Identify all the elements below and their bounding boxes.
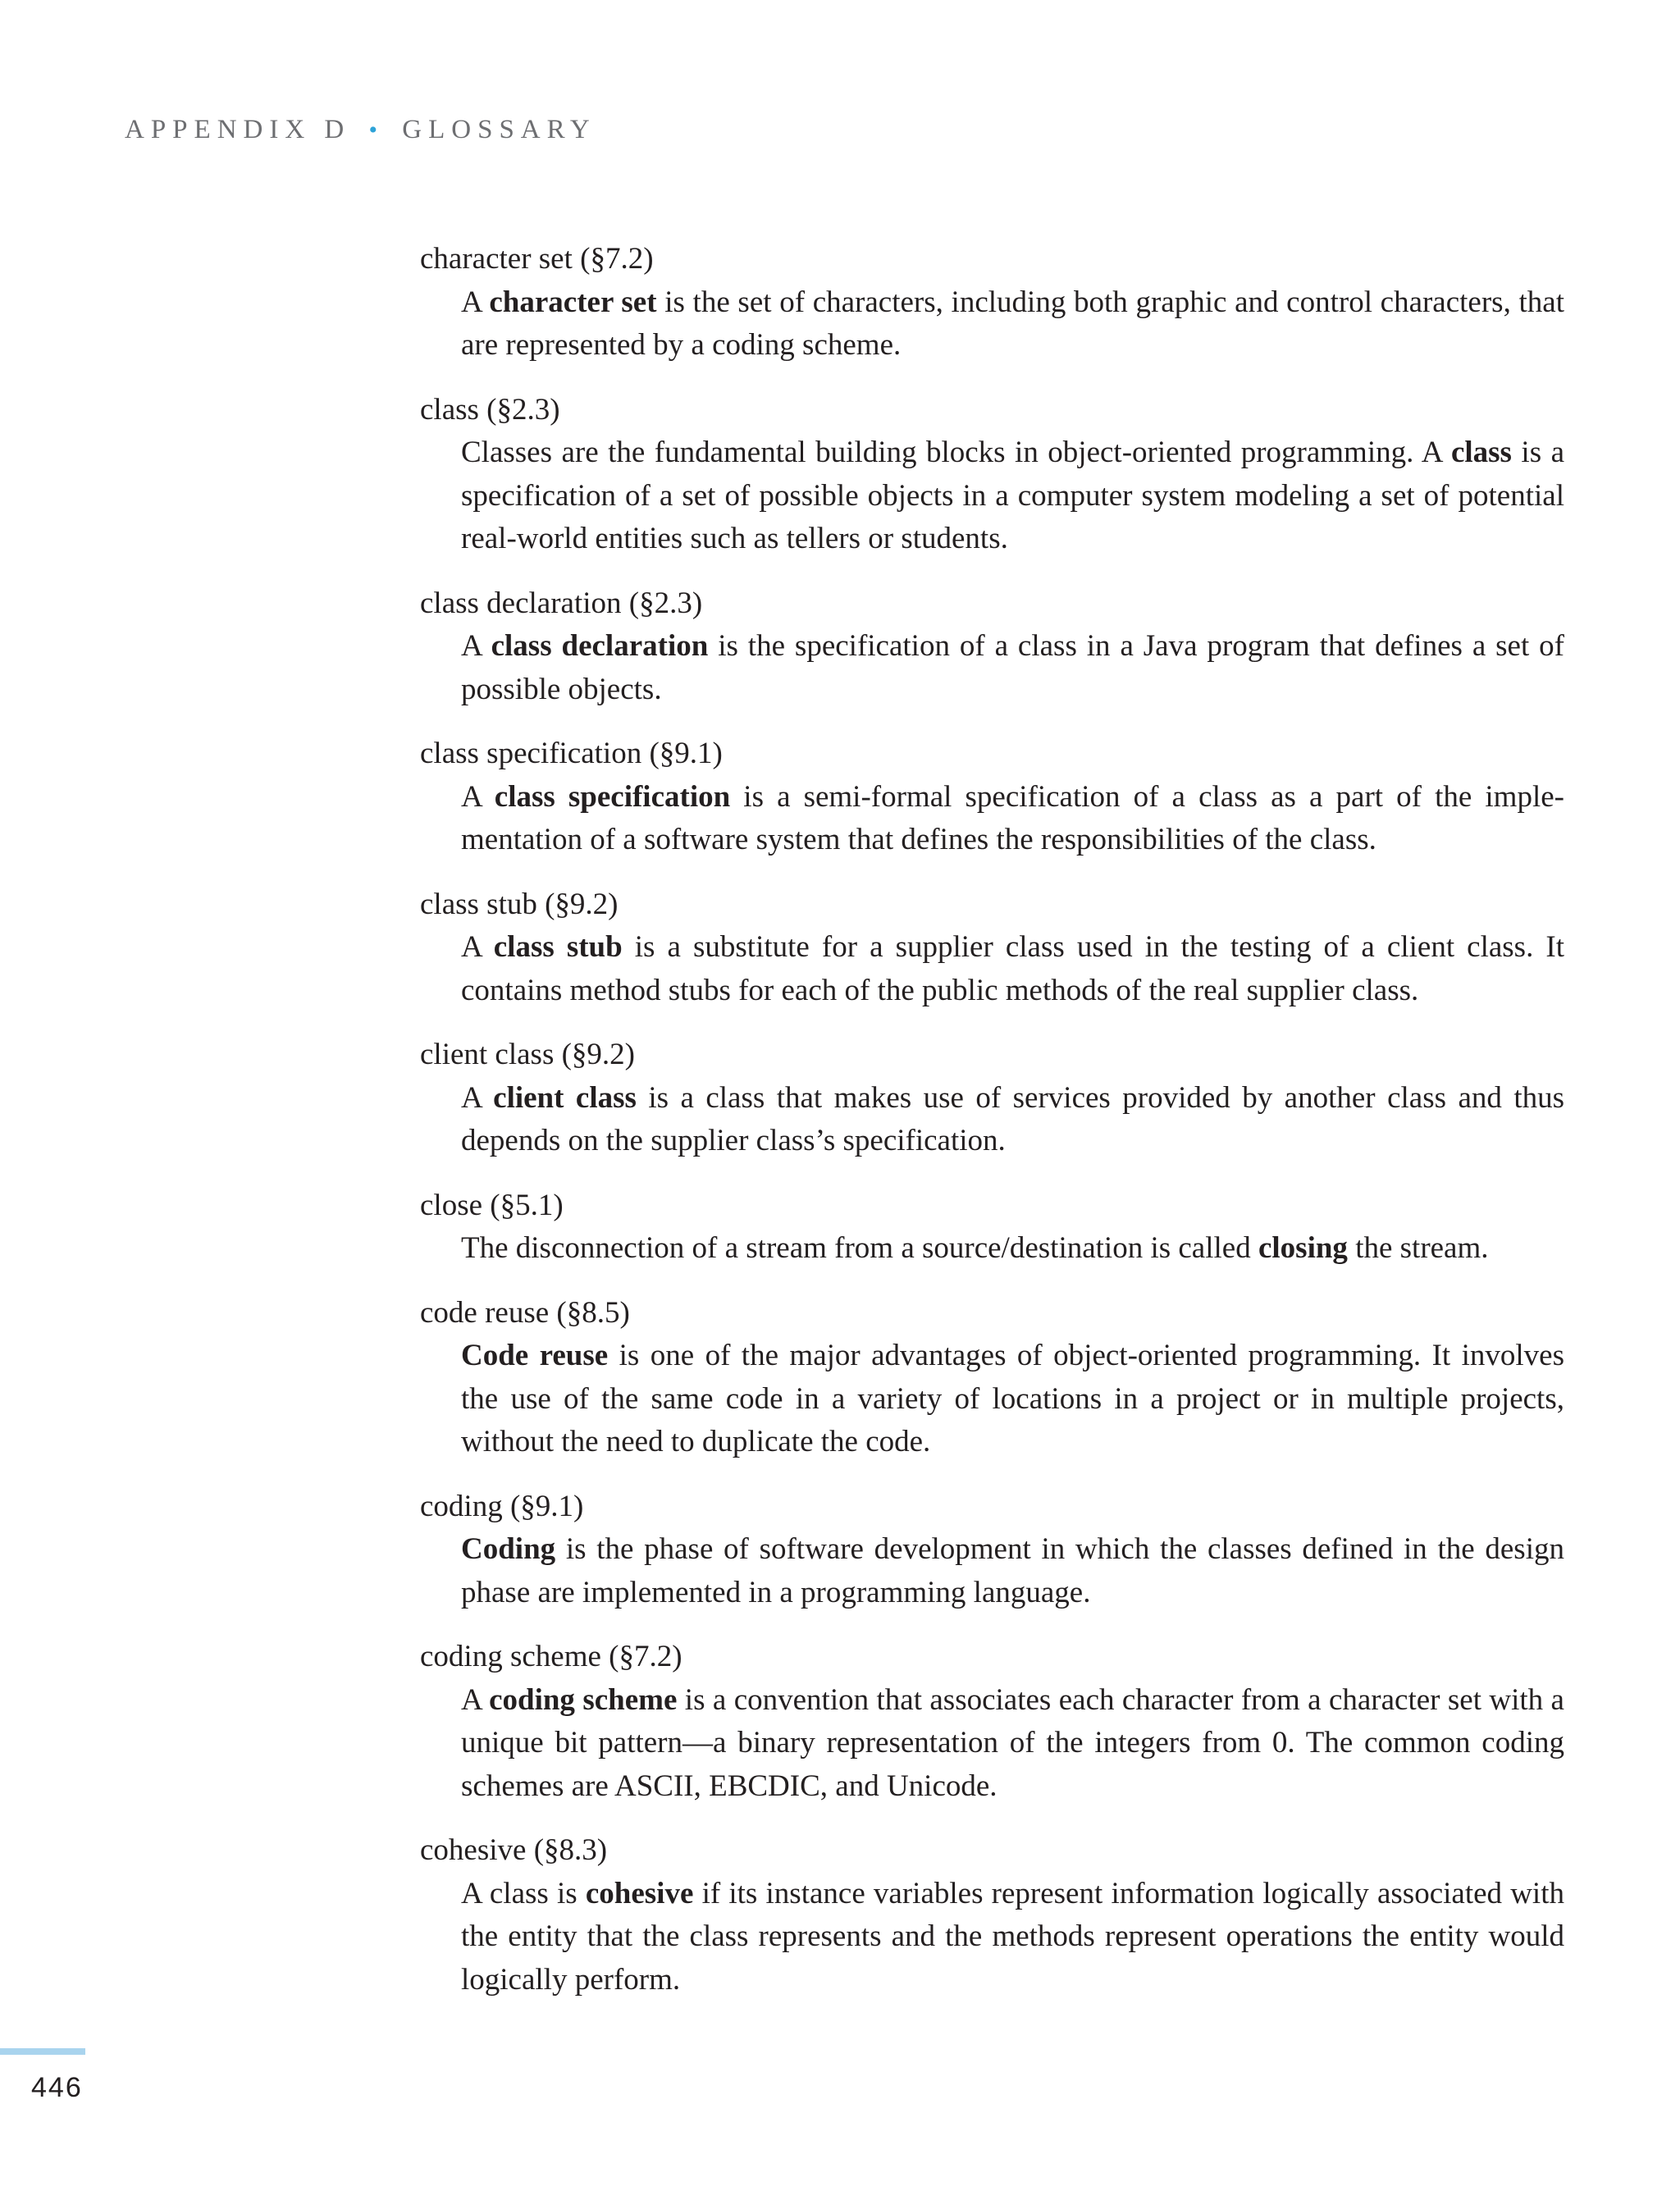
defined-term-bold: class: [1450, 436, 1512, 469]
defined-term-bold: Code reuse: [461, 1339, 609, 1372]
glossary-term: coding scheme (§7.2): [420, 1640, 682, 1673]
definition-text: is one of the major advantages of object-oriented programming. It involves the use of the same code in a variety of locations in a project or in multiple projects, without the need to duplicate the code.: [461, 1339, 1564, 1458]
glossary-entry: [420, 1829, 1564, 2001]
defined-term-bold: client class: [493, 1080, 637, 1115]
glossary-term: code reuse (§8.5): [420, 1295, 630, 1330]
definition-text: the stream.: [1347, 1231, 1489, 1265]
page-number: 446: [31, 2072, 83, 2103]
glossary-entry: [420, 1034, 1564, 1163]
folio-accent-bar: [0, 2048, 85, 2055]
glossary-term: close (§5.1): [420, 1188, 564, 1222]
glossary-definition: [461, 1077, 1564, 1163]
glossary-term: client class (§9.2): [420, 1038, 635, 1071]
glossary-term: class stub (§9.2): [420, 887, 619, 921]
running-head-bullet: •: [368, 116, 385, 144]
glossary-definition: [461, 1227, 1564, 1271]
defined-term-bold: Coding: [461, 1532, 556, 1566]
running-head: [125, 112, 596, 148]
glossary-term: class declaration (§2.3): [420, 586, 703, 620]
glossary-entries: [420, 238, 1564, 2023]
defined-term-bold: class specification: [494, 779, 731, 814]
definition-text: is a specification of a set of possible objects in a computer system modeling a set of potential real-world entities such as tellers or students.: [461, 436, 1564, 555]
glossary-entry: [420, 389, 1564, 561]
definition-text: A: [461, 1080, 494, 1115]
definition-text: A: [461, 779, 495, 814]
glossary-term: character set (§7.2): [420, 242, 654, 276]
glossary-definition: [461, 431, 1564, 561]
definition-text: A: [461, 629, 491, 663]
definition-text: A class is: [461, 1876, 586, 1910]
running-head-appendix: APPENDIX D: [125, 115, 351, 144]
glossary-definition: [461, 281, 1564, 367]
defined-term-bold: cohesive: [585, 1876, 694, 1910]
running-head-section: GLOSSARY: [402, 115, 596, 144]
glossary-definition: [461, 1335, 1564, 1464]
glossary-entry: [420, 1292, 1564, 1464]
glossary-definition: [461, 1873, 1564, 2002]
definition-text: is a convention that associates each character from a character set with a unique bit pattern—a binary representation of the integers from 0. The common coding schemes are ASCII, EBCDIC, and Unicode.: [461, 1682, 1564, 1803]
glossary-entry: [420, 1486, 1564, 1615]
definition-text: A: [461, 1682, 490, 1717]
definition-text: Classes are the fundamental building blocks in object-oriented programming. A: [461, 436, 1451, 469]
definition-text: is the phase of software development in which the classes defined in the design phase are implemented in a programming language.: [461, 1532, 1564, 1609]
glossary-term: cohesive (§8.3): [420, 1833, 608, 1867]
glossary-definition: [461, 1679, 1564, 1809]
definition-text: is a semi-formal specification of a class as a part of the implementation of a software system that defines the responsibilities of the class.: [461, 779, 1564, 856]
definition-text: A: [461, 930, 494, 964]
glossary-term: class specification (§9.1): [420, 737, 723, 770]
definition-text: is a class that makes use of services provided by another class and thus depends on the supplier class’s specification.: [461, 1080, 1564, 1157]
glossary-entry: [420, 1636, 1564, 1808]
defined-term-bold: character set: [489, 285, 657, 319]
glossary-entry: [420, 733, 1564, 862]
defined-term-bold: class declaration: [491, 629, 709, 663]
defined-term-bold: coding scheme: [489, 1682, 678, 1717]
defined-term-bold: class stub: [493, 930, 623, 964]
definition-text: if its instance variables represent information logically associated with the entity that the class represents and the methods represent operations the entity would logically perform.: [461, 1876, 1564, 1997]
glossary-entry: [420, 883, 1564, 1013]
glossary-entry: [420, 238, 1564, 367]
glossary-entry: [420, 582, 1564, 712]
glossary-definition: [461, 926, 1564, 1012]
glossary-term: class (§2.3): [420, 392, 560, 427]
glossary-entry: [420, 1184, 1564, 1271]
glossary-definition: [461, 625, 1564, 711]
defined-term-bold: closing: [1258, 1231, 1348, 1265]
definition-text: is a substitute for a supplier class used in the testing of a client class. It contains method stubs for each of the public methods of the real supplier class.: [461, 930, 1564, 1007]
definition-text: is the specification of a class in a Java program that defines a set of possible objects.: [461, 629, 1564, 706]
definition-text: A: [461, 285, 490, 319]
definition-text: is the set of characters, including both graphic and control characters, that are represented by a coding scheme.: [461, 285, 1564, 362]
glossary-definition: [461, 1528, 1564, 1614]
glossary-term: coding (§9.1): [420, 1489, 584, 1523]
definition-text: The disconnection of a stream from a source/destination is called: [461, 1231, 1258, 1265]
glossary-definition: [461, 776, 1564, 862]
